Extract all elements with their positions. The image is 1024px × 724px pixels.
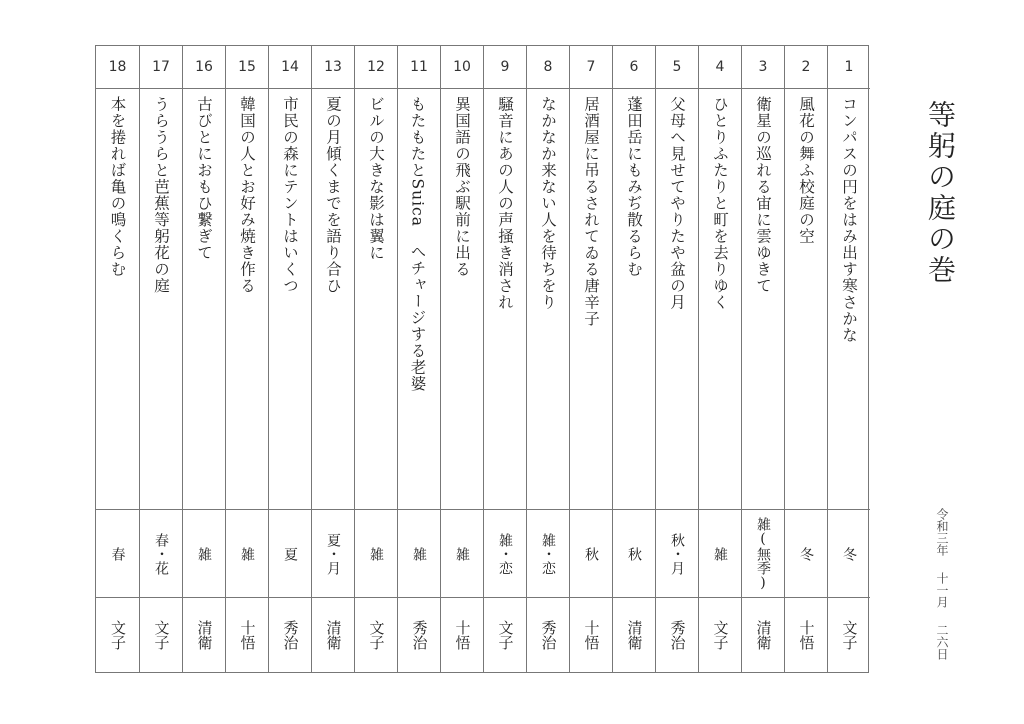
verse-number: 14 bbox=[269, 46, 311, 89]
verse-text: 本を捲れば亀の鳴くらむ bbox=[96, 88, 139, 510]
season-label: 雑 bbox=[699, 510, 741, 598]
author-name: 清衛 bbox=[195, 619, 214, 650]
verse-column-9 bbox=[483, 46, 526, 672]
author-name: 文子 bbox=[840, 619, 859, 650]
season-label: 冬 bbox=[785, 510, 827, 598]
verse-column-16 bbox=[182, 46, 225, 672]
verse-text: 韓国の人とお好み焼き作る bbox=[226, 88, 268, 510]
author-name: 十悟 bbox=[582, 619, 601, 650]
verse-text: 異国語の飛ぶ駅前に出る bbox=[441, 88, 483, 510]
date-label bbox=[934, 508, 951, 660]
verse-column-14 bbox=[268, 46, 311, 672]
verse-number: 11 bbox=[398, 46, 440, 89]
verse-number: 7 bbox=[570, 46, 612, 89]
season-label: 雑・恋 bbox=[484, 510, 526, 598]
verse-number: 17 bbox=[140, 46, 182, 89]
author-name: 文子 bbox=[152, 619, 171, 650]
verse-column-18 bbox=[96, 46, 139, 672]
verse-number: 8 bbox=[527, 46, 569, 89]
season-label: 秋 bbox=[613, 510, 655, 598]
author-name: 清衛 bbox=[625, 619, 644, 650]
verse-number: 10 bbox=[441, 46, 483, 89]
verse-column-13 bbox=[311, 46, 354, 672]
verse-column-6 bbox=[612, 46, 655, 672]
season-label: 雑 bbox=[226, 510, 268, 598]
verse-column-5 bbox=[655, 46, 698, 672]
verse-column-8 bbox=[526, 46, 569, 672]
verse-text: 父母へ見せてやりたや盆の月 bbox=[656, 88, 698, 510]
verse-text: ビルの大きな影は翼に bbox=[355, 88, 397, 510]
verse-number: 18 bbox=[96, 46, 139, 89]
verse-text: コンパスの円をはみ出す寒さかな bbox=[828, 88, 870, 510]
verse-column-12 bbox=[354, 46, 397, 672]
date-day: 二六日 bbox=[935, 624, 949, 660]
author-name: 十悟 bbox=[453, 619, 472, 650]
verse-text: 居酒屋に吊るされてゐる唐辛子 bbox=[570, 88, 612, 510]
verse-column-11 bbox=[397, 46, 440, 672]
season-label: 冬 bbox=[828, 510, 870, 598]
renku-table bbox=[95, 45, 869, 673]
author-name: 文子 bbox=[496, 619, 515, 650]
verse-text: なかなか来ない人を待ちをり bbox=[527, 88, 569, 510]
season-label: 秋・月 bbox=[656, 510, 698, 598]
season-label: 雑 bbox=[183, 510, 225, 598]
verse-text: 古びとにおもひ繋ぎて bbox=[183, 88, 225, 510]
verse-column-1 bbox=[827, 46, 870, 672]
verse-text: 騒音にあの人の声掻き消され bbox=[484, 88, 526, 510]
season-label: 雑・恋 bbox=[527, 510, 569, 598]
author-name: 清衛 bbox=[324, 619, 343, 650]
verse-column-3 bbox=[741, 46, 784, 672]
verse-column-4 bbox=[698, 46, 741, 672]
author-name: 十悟 bbox=[797, 619, 816, 650]
verse-number: 12 bbox=[355, 46, 397, 89]
author-name: 秀治 bbox=[668, 619, 687, 650]
verse-text: 蓬田岳にもみぢ散るらむ bbox=[613, 88, 655, 510]
date-month: 十一月 bbox=[935, 572, 949, 608]
season-label: 雑(無季) bbox=[742, 510, 784, 598]
season-label: 雑 bbox=[441, 510, 483, 598]
verse-column-17 bbox=[139, 46, 182, 672]
verse-column-15 bbox=[225, 46, 268, 672]
verse-column-10 bbox=[440, 46, 483, 672]
author-name: 秀治 bbox=[281, 619, 300, 650]
verse-number: 13 bbox=[312, 46, 354, 89]
verse-number: 3 bbox=[742, 46, 784, 89]
season-label: 春・花 bbox=[140, 510, 182, 598]
author-name: 清衛 bbox=[754, 619, 773, 650]
verse-text: うらうらと芭蕉等躬花の庭 bbox=[140, 88, 182, 510]
author-name: 文子 bbox=[711, 619, 730, 650]
verse-text: もたもたとSuica へチャージする老婆 bbox=[398, 88, 440, 510]
season-label: 春 bbox=[96, 510, 139, 598]
author-name: 文子 bbox=[109, 619, 127, 650]
document-title: 等躬の庭の巻 bbox=[924, 100, 957, 286]
season-label: 雑 bbox=[355, 510, 397, 598]
season-label: 秋 bbox=[570, 510, 612, 598]
author-name: 十悟 bbox=[238, 619, 257, 650]
verse-number: 5 bbox=[656, 46, 698, 89]
author-name: 文子 bbox=[367, 619, 386, 650]
date-era-year: 令和三年 bbox=[935, 508, 949, 556]
season-label: 雑 bbox=[398, 510, 440, 598]
verse-number: 4 bbox=[699, 46, 741, 89]
verse-number: 6 bbox=[613, 46, 655, 89]
season-label: 夏 bbox=[269, 510, 311, 598]
verse-column-7 bbox=[569, 46, 612, 672]
verse-text: 風花の舞ふ校庭の空 bbox=[785, 88, 827, 510]
verse-number: 16 bbox=[183, 46, 225, 89]
verse-text: 市民の森にテントはいくつ bbox=[269, 88, 311, 510]
verse-text: ひとりふたりと町を去りゆく bbox=[699, 88, 741, 510]
author-name: 秀治 bbox=[539, 619, 558, 650]
verse-number: 1 bbox=[828, 46, 870, 89]
author-name: 秀治 bbox=[410, 619, 429, 650]
season-label: 夏・月 bbox=[312, 510, 354, 598]
verse-number: 15 bbox=[226, 46, 268, 89]
verse-column-2 bbox=[784, 46, 827, 672]
verse-text: 衛星の巡れる宙に雲ゆきて bbox=[742, 88, 784, 510]
verse-number: 9 bbox=[484, 46, 526, 89]
verse-text: 夏の月傾くまでを語り合ひ bbox=[312, 88, 354, 510]
verse-number: 2 bbox=[785, 46, 827, 89]
